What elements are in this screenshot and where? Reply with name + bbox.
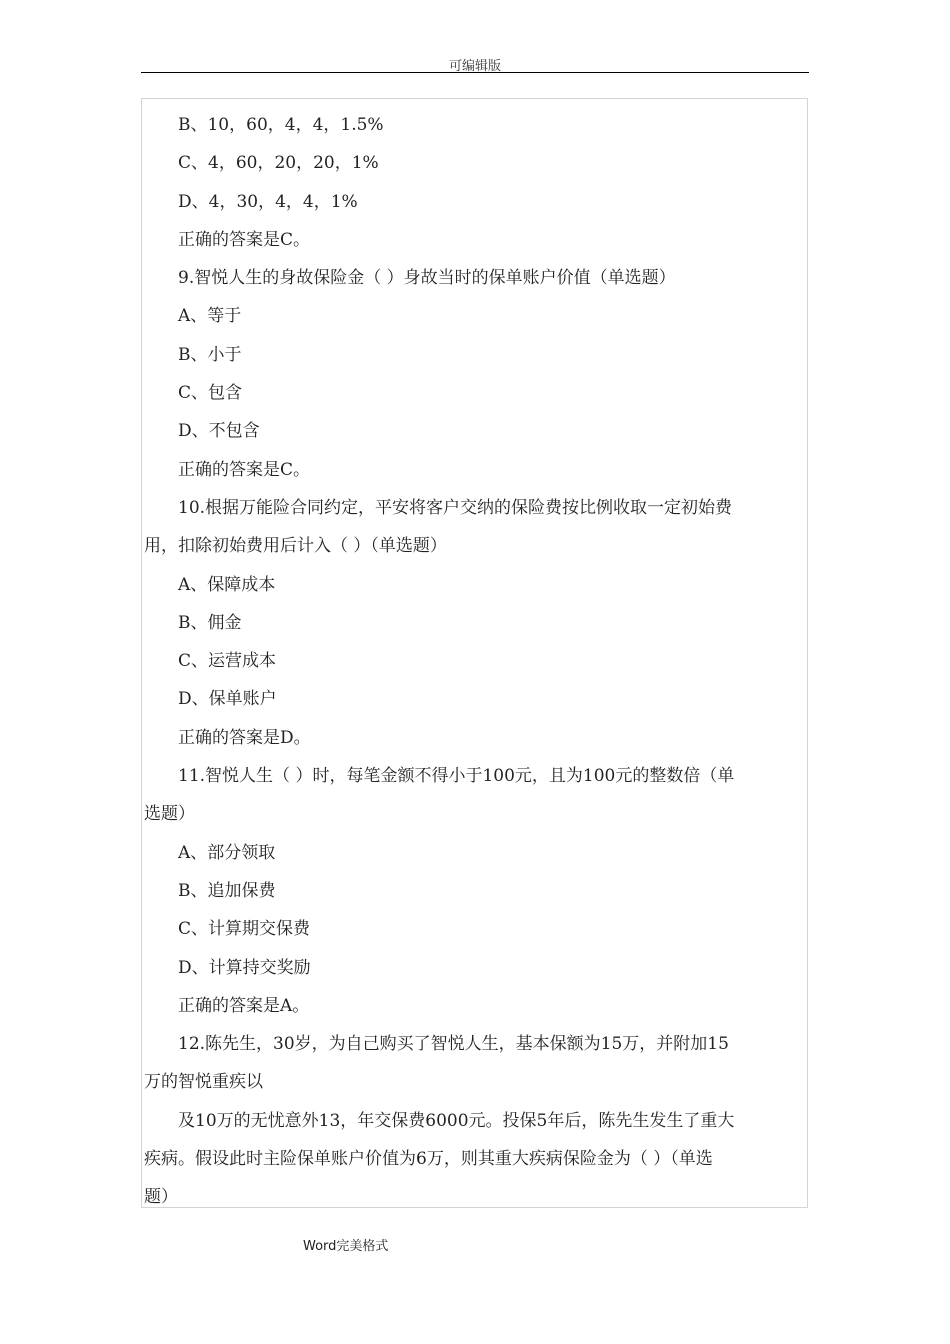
page-header-title: 可编辑版 [448,59,501,74]
text-line: 万的智悦重疾以 [144,1072,263,1093]
text-line: 12.陈先生，30岁，为自己购买了智悦人生，基本保额为15万，并附加15 [178,1034,729,1055]
text-line: B、10，60，4，4，1.5% [178,115,384,135]
text-line: 疾病。假设此时主险保单账户价值为6万，则其重大疾病保险金为（ ）（单选 [144,1149,713,1170]
text-line: 11.智悦人生（ ）时，每笔金额不得小于100元，且为100元的整数倍（单 [178,766,735,787]
text-line: 及10万的无忧意外13，年交保费6000元。投保5年后，陈先生发生了重大 [178,1110,735,1131]
text-line: C、计算期交保费 [178,919,311,940]
text-line: B、小于 [178,344,242,365]
text-line: 正确的答案是C。 [178,229,311,250]
text-line: D、保单账户 [178,689,277,710]
text-line: C、运营成本 [178,651,277,672]
text-line: B、佣金 [178,612,242,633]
text-line: 题） [144,1187,178,1208]
text-line: 正确的答案是D。 [178,727,311,748]
header-divider [141,72,809,73]
text-line: D、不包含 [178,421,260,442]
text-line: 9.智悦人生的身故保险金（ ）身故当时的保单账户价值（单选题） [178,268,676,289]
text-line: 正确的答案是C。 [178,459,311,480]
text-line: 用，扣除初始费用后计入（ ）（单选题） [144,536,447,557]
text-line: D、计算持交奖励 [178,957,311,978]
text-line: C、包含 [178,383,243,404]
text-line: A、部分领取 [178,842,276,863]
document-body [144,106,808,1217]
text-line: C、4，60，20，20，1% [178,153,379,174]
text-line: B、追加保费 [178,880,276,901]
text-line: 正确的答案是A。 [178,995,310,1016]
text-line: A、保障成本 [178,574,276,595]
text-line: 10.根据万能险合同约定，平安将客户交纳的保险费按比例收取一定初始费 [178,497,733,518]
text-line: A、等于 [178,306,242,327]
text-line: 选题） [144,804,195,825]
text-line: D、4，30，4，4，1% [178,191,358,212]
page-footer-text: Word完美格式 [303,1239,389,1254]
